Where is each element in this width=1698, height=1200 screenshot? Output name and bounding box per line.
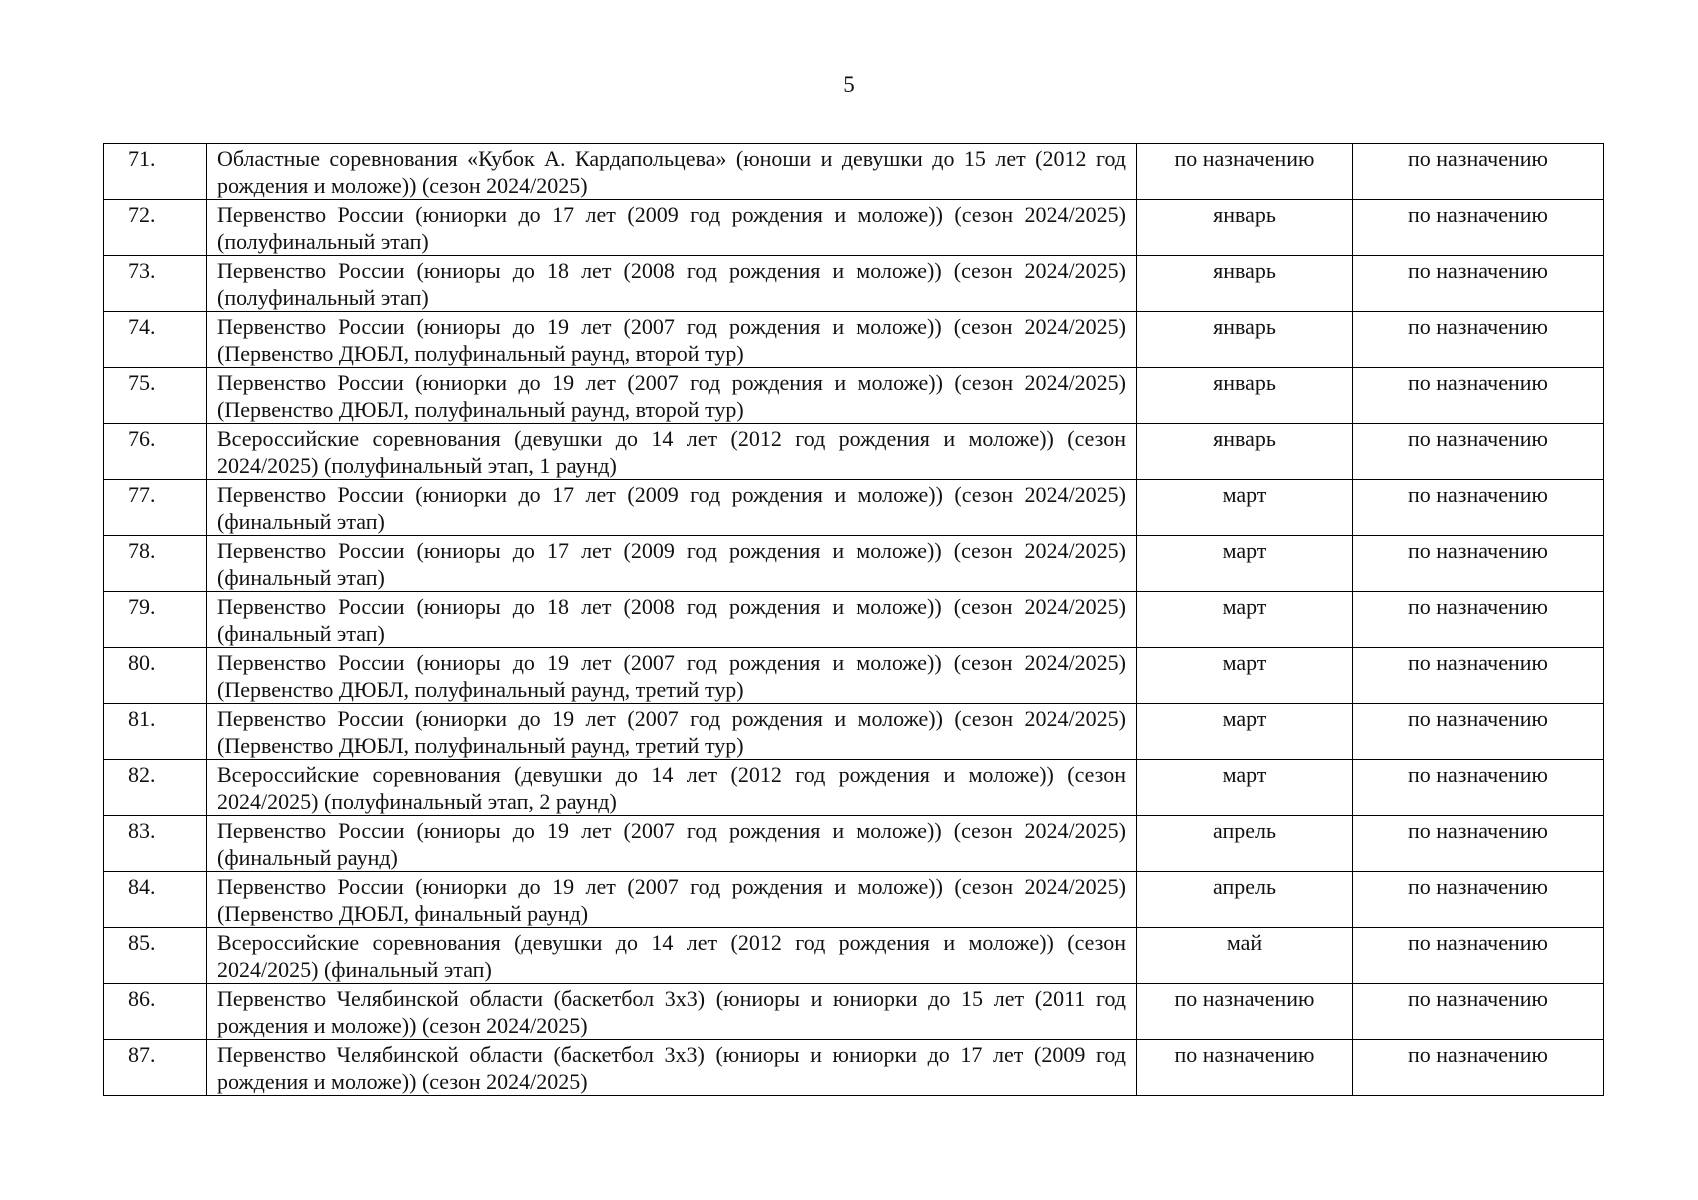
row-number: 80. (104, 648, 207, 704)
event-name: Первенство России (юниорки до 17 лет (2009 год рождения и моложе)) (сезон 2024/2025) (полуфинальный этап) (207, 200, 1137, 256)
page-number: 5 (843, 72, 855, 97)
row-number: 82. (104, 760, 207, 816)
event-name: Первенство России (юниоры до 18 лет (2008 год рождения и моложе)) (сезон 2024/2025) (финальный этап) (207, 592, 1137, 648)
event-date: март (1137, 592, 1353, 648)
event-name: Всероссийские соревнования (девушки до 14 лет (2012 год рождения и моложе)) (сезон 2024/2025) (полуфинальный этап, 1 раунд) (207, 424, 1137, 480)
event-place: по назначению (1353, 816, 1604, 872)
table-row (104, 144, 1604, 200)
event-name: Областные соревнования «Кубок А. Кардапольцева» (юноши и девушки до 15 лет (2012 год рождения и моложе)) (сезон 2024/2025) (207, 144, 1137, 200)
event-place: по назначению (1353, 760, 1604, 816)
event-place: по назначению (1353, 200, 1604, 256)
row-number: 74. (104, 312, 207, 368)
events-table (103, 143, 1604, 1096)
row-number: 86. (104, 984, 207, 1040)
event-date: январь (1137, 424, 1353, 480)
event-name: Первенство Челябинской области (баскетбол 3х3) (юниоры и юниорки до 15 лет (2011 год рождения и моложе)) (сезон 2024/2025) (207, 984, 1137, 1040)
table-row (104, 648, 1604, 704)
event-place: по назначению (1353, 592, 1604, 648)
event-name: Первенство России (юниорки до 19 лет (2007 год рождения и моложе)) (сезон 2024/2025) (Первенство ДЮБЛ, финальный раунд) (207, 872, 1137, 928)
row-number: 79. (104, 592, 207, 648)
row-number: 76. (104, 424, 207, 480)
row-number: 78. (104, 536, 207, 592)
event-place: по назначению (1353, 312, 1604, 368)
event-place: по назначению (1353, 984, 1604, 1040)
table-row (104, 312, 1604, 368)
event-place: по назначению (1353, 424, 1604, 480)
row-number: 75. (104, 368, 207, 424)
row-number: 73. (104, 256, 207, 312)
table-row (104, 872, 1604, 928)
row-number: 77. (104, 480, 207, 536)
table-row (104, 984, 1604, 1040)
event-place: по назначению (1353, 928, 1604, 984)
event-date: март (1137, 536, 1353, 592)
table-row (104, 704, 1604, 760)
event-place: по назначению (1353, 368, 1604, 424)
event-date: март (1137, 648, 1353, 704)
row-number: 83. (104, 816, 207, 872)
event-name: Первенство Челябинской области (баскетбол 3х3) (юниоры и юниорки до 17 лет (2009 год рождения и моложе)) (сезон 2024/2025) (207, 1040, 1137, 1096)
event-name: Всероссийские соревнования (девушки до 14 лет (2012 год рождения и моложе)) (сезон 2024/2025) (финальный этап) (207, 928, 1137, 984)
event-place: по назначению (1353, 144, 1604, 200)
row-number: 81. (104, 704, 207, 760)
row-number: 72. (104, 200, 207, 256)
event-name: Первенство России (юниоры до 19 лет (2007 год рождения и моложе)) (сезон 2024/2025) (Первенство ДЮБЛ, полуфинальный раунд, второй тур) (207, 312, 1137, 368)
event-date: март (1137, 760, 1353, 816)
table-row (104, 536, 1604, 592)
event-name: Первенство России (юниоры до 19 лет (2007 год рождения и моложе)) (сезон 2024/2025) (Первенство ДЮБЛ, полуфинальный раунд, третий тур) (207, 648, 1137, 704)
event-date: по назначению (1137, 1040, 1353, 1096)
event-date: январь (1137, 200, 1353, 256)
event-name: Всероссийские соревнования (девушки до 14 лет (2012 год рождения и моложе)) (сезон 2024/2025) (полуфинальный этап, 2 раунд) (207, 760, 1137, 816)
table-row (104, 368, 1604, 424)
event-date: январь (1137, 256, 1353, 312)
event-name: Первенство России (юниорки до 17 лет (2009 год рождения и моложе)) (сезон 2024/2025) (финальный этап) (207, 480, 1137, 536)
events-table-body (104, 144, 1604, 1096)
table-row (104, 760, 1604, 816)
table-row (104, 1040, 1604, 1096)
event-date: январь (1137, 312, 1353, 368)
event-name: Первенство России (юниорки до 19 лет (2007 год рождения и моложе)) (сезон 2024/2025) (Первенство ДЮБЛ, полуфинальный раунд, третий тур) (207, 704, 1137, 760)
event-place: по назначению (1353, 704, 1604, 760)
event-date: март (1137, 480, 1353, 536)
row-number: 85. (104, 928, 207, 984)
event-name: Первенство России (юниорки до 19 лет (2007 год рождения и моложе)) (сезон 2024/2025) (Первенство ДЮБЛ, полуфинальный раунд, второй тур) (207, 368, 1137, 424)
row-number: 71. (104, 144, 207, 200)
table-row (104, 816, 1604, 872)
table-row (104, 592, 1604, 648)
event-place: по назначению (1353, 256, 1604, 312)
event-date: по назначению (1137, 984, 1353, 1040)
event-date: май (1137, 928, 1353, 984)
table-row (104, 424, 1604, 480)
event-name: Первенство России (юниоры до 17 лет (2009 год рождения и моложе)) (сезон 2024/2025) (финальный этап) (207, 536, 1137, 592)
event-date: март (1137, 704, 1353, 760)
table-row (104, 200, 1604, 256)
event-name: Первенство России (юниоры до 18 лет (2008 год рождения и моложе)) (сезон 2024/2025) (полуфинальный этап) (207, 256, 1137, 312)
event-name: Первенство России (юниоры до 19 лет (2007 год рождения и моложе)) (сезон 2024/2025) (финальный раунд) (207, 816, 1137, 872)
event-date: апрель (1137, 872, 1353, 928)
row-number: 84. (104, 872, 207, 928)
event-date: по назначению (1137, 144, 1353, 200)
row-number: 87. (104, 1040, 207, 1096)
event-place: по назначению (1353, 1040, 1604, 1096)
event-place: по назначению (1353, 872, 1604, 928)
event-date: январь (1137, 368, 1353, 424)
table-row (104, 928, 1604, 984)
event-place: по назначению (1353, 480, 1604, 536)
table-row (104, 256, 1604, 312)
table-row (104, 480, 1604, 536)
event-date: апрель (1137, 816, 1353, 872)
event-place: по назначению (1353, 536, 1604, 592)
event-place: по назначению (1353, 648, 1604, 704)
